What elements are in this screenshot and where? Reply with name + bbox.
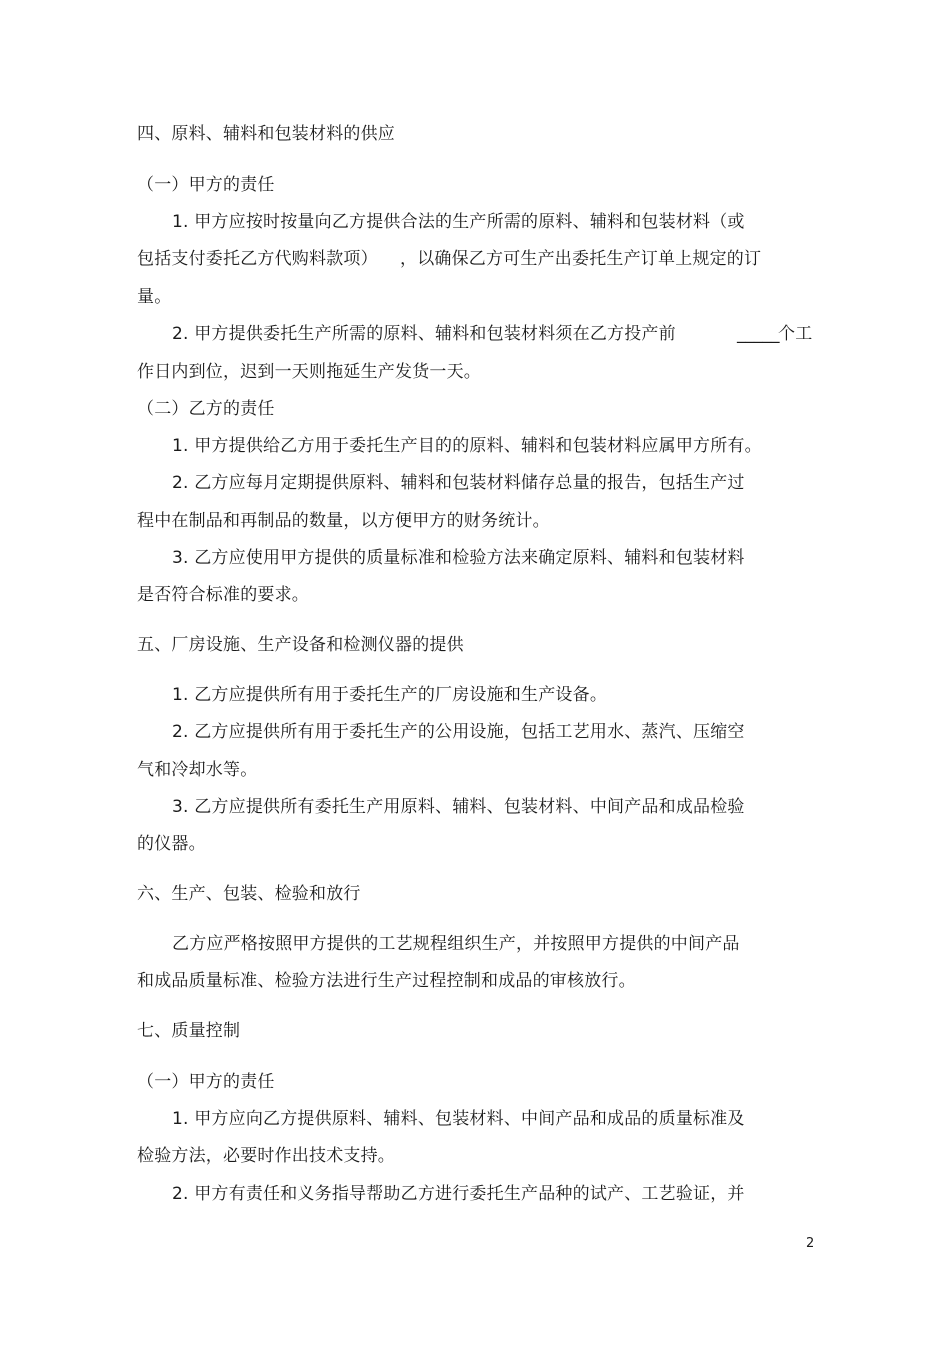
section-4-party-a-heading: （一）甲方的责任 bbox=[137, 175, 275, 195]
section-4-party-b-heading: （二）乙方的责任 bbox=[137, 399, 275, 419]
page-number: 2 bbox=[806, 1236, 815, 1251]
section-4-a-item-1-line-3: 量。 bbox=[137, 287, 172, 307]
section-7-heading: 七、质量控制 bbox=[137, 1021, 241, 1041]
section-6-paragraph-line-2: 和成品质量标准、检验方法进行生产过程控制和成品的审核放行。 bbox=[137, 971, 636, 991]
section-5-item-3-line-1: 3. 乙方应提供所有委托生产用原料、辅料、包装材料、中间产品和成品检验 bbox=[172, 797, 745, 817]
section-5-item-3-line-2: 的仪器。 bbox=[137, 834, 206, 854]
section-4-a-item-2-unit: 个工 bbox=[778, 324, 813, 344]
section-4-b-item-3-line-2: 是否符合标准的要求。 bbox=[137, 585, 309, 605]
section-4-a-item-1-line-1: 1. 甲方应按时按量向乙方提供合法的生产所需的原料、辅料和包装材料（或 bbox=[172, 212, 745, 232]
section-4-b-item-2-line-1: 2. 乙方应每月定期提供原料、辅料和包装材料储存总量的报告，包括生产过 bbox=[172, 473, 745, 493]
section-5-item-2-line-2: 气和冷却水等。 bbox=[137, 760, 258, 780]
section-4-b-item-1-line-1: 1. 甲方提供给乙方用于委托生产目的的原料、辅料和包装材料应属甲方所有。 bbox=[172, 436, 762, 456]
section-6-paragraph-line-1: 乙方应严格按照甲方提供的工艺规程组织生产，并按照甲方提供的中间产品 bbox=[172, 934, 740, 954]
section-4-b-item-3-line-1: 3. 乙方应使用甲方提供的质量标准和检验方法来确定原料、辅料和包装材料 bbox=[172, 548, 745, 568]
section-7-item-1-line-1: 1. 甲方应向乙方提供原料、辅料、包装材料、中间产品和成品的质量标准及 bbox=[172, 1109, 745, 1129]
section-4-a-item-2-blank: _____ bbox=[737, 324, 780, 344]
section-7-item-2-line-1: 2. 甲方有责任和义务指导帮助乙方进行委托生产品种的试产、工艺验证，并 bbox=[172, 1184, 745, 1204]
section-4-a-item-1-line-2-tail: ，以确保乙方可生产出委托生产订单上规定的订 bbox=[400, 249, 762, 269]
section-6-heading: 六、生产、包装、检验和放行 bbox=[137, 884, 361, 904]
section-5-item-2-line-1: 2. 乙方应提供所有用于委托生产的公用设施，包括工艺用水、蒸汽、压缩空 bbox=[172, 722, 745, 742]
section-4-heading: 四、原料、辅料和包装材料的供应 bbox=[137, 124, 395, 144]
section-4-a-item-1-line-2: 包括支付委托乙方代购料款项） bbox=[137, 249, 378, 269]
section-7-party-a-heading: （一）甲方的责任 bbox=[137, 1072, 275, 1092]
section-5-heading: 五、厂房设施、生产设备和检测仪器的提供 bbox=[137, 635, 464, 655]
section-4-a-item-2-line-1: 2. 甲方提供委托生产所需的原料、辅料和包装材料须在乙方投产前 bbox=[172, 324, 676, 344]
section-5-item-1-line-1: 1. 乙方应提供所有用于委托生产的厂房设施和生产设备。 bbox=[172, 685, 608, 705]
section-4-a-item-2-line-2: 作日内到位，迟到一天则拖延生产发货一天。 bbox=[137, 362, 481, 382]
section-7-item-1-line-2: 检验方法，必要时作出技术支持。 bbox=[137, 1146, 395, 1166]
section-4-b-item-2-line-2: 程中在制品和再制品的数量，以方便甲方的财务统计。 bbox=[137, 511, 550, 531]
